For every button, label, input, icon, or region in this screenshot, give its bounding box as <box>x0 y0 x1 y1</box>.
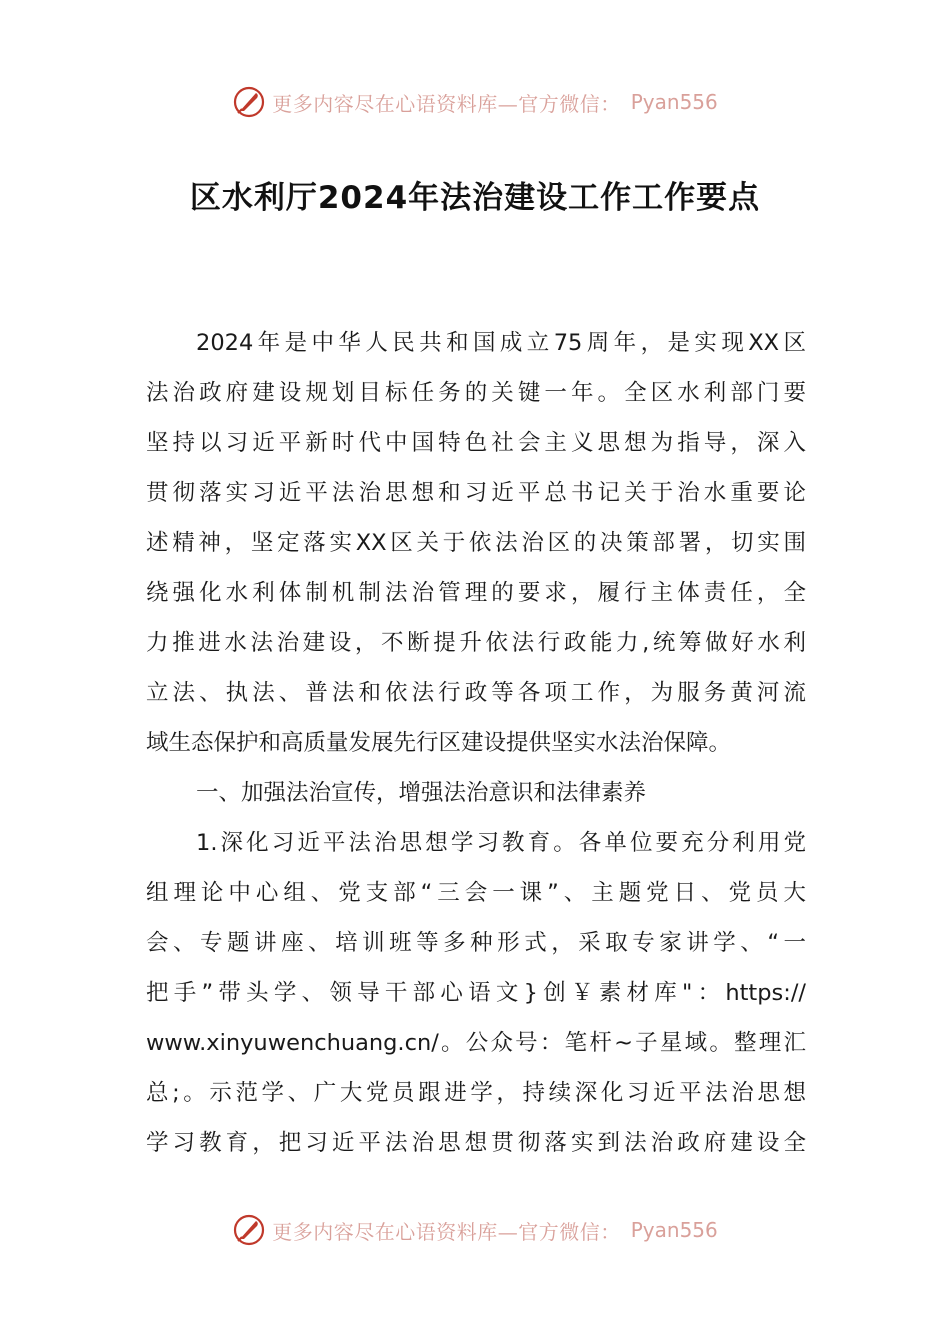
paragraph-line: 学习教育，把习近平法治思想贯彻落实到法治政府建设全 <box>146 1130 806 1156</box>
document-body <box>146 318 806 1168</box>
footer-watermark <box>0 1210 950 1250</box>
quill-logo-icon <box>232 1213 266 1247</box>
watermark-text: 更多内容尽在心语资料库—官方微信： <box>272 91 621 116</box>
paragraph-line: 绕强化水利体制机制法治管理的要求，履行主体责任，全 <box>146 580 806 606</box>
paragraph-line: 组理论中心组、党支部“三会一课”、主题党日、党员大 <box>146 880 806 906</box>
paragraph-line: 力推进水法治建设，不断提升依法行政能力,统筹做好水利 <box>146 630 806 656</box>
paragraph-line: 1.深化习近平法治思想学习教育。各单位要充分利用党 <box>196 830 806 856</box>
watermark-brand: Pyan556 <box>630 90 718 114</box>
paragraph-line: 总;。示范学、广大党员跟进学，持续深化习近平法治思想 <box>146 1080 806 1106</box>
paragraph-line: 法治政府建设规划目标任务的关键一年。全区水利部门要 <box>146 380 806 406</box>
header-watermark <box>0 82 950 122</box>
paragraph-line: 2024年是中华人民共和国成立75周年，是实现XX区 <box>196 330 806 356</box>
section-heading: 一、加强法治宣传，增强法治意识和法律素养 <box>196 780 647 806</box>
watermark-brand: Pyan556 <box>630 1218 718 1242</box>
paragraph-line: 坚持以习近平新时代中国特色社会主义思想为指导，深入 <box>146 430 806 456</box>
paragraph-line: 述精神，坚定落实XX区关于依法治区的决策部署，切实围 <box>146 530 806 556</box>
document-title: 区水利厅2024年法治建设工作工作要点 <box>189 180 761 216</box>
watermark-text: 更多内容尽在心语资料库—官方微信： <box>272 1219 621 1244</box>
paragraph-line: 把手”带头学、领导干部心语文}创￥素材库"：https:// <box>146 980 806 1006</box>
paragraph-line: 域生态保护和高质量发展先行区建设提供坚实水法治保障。 <box>146 730 732 756</box>
quill-logo-icon <box>232 85 266 119</box>
paragraph-line: 会、专题讲座、培训班等多种形式，采取专家讲学、“一 <box>146 930 806 956</box>
paragraph-line: 立法、执法、普法和依法行政等各项工作，为服务黄河流 <box>146 680 806 706</box>
paragraph-line: 贯彻落实习近平法治思想和习近平总书记关于治水重要论 <box>146 480 806 506</box>
paragraph-line: www.xinyuwenchuang.cn/。公众号：笔杆~子星域。整理汇 <box>146 1030 806 1056</box>
